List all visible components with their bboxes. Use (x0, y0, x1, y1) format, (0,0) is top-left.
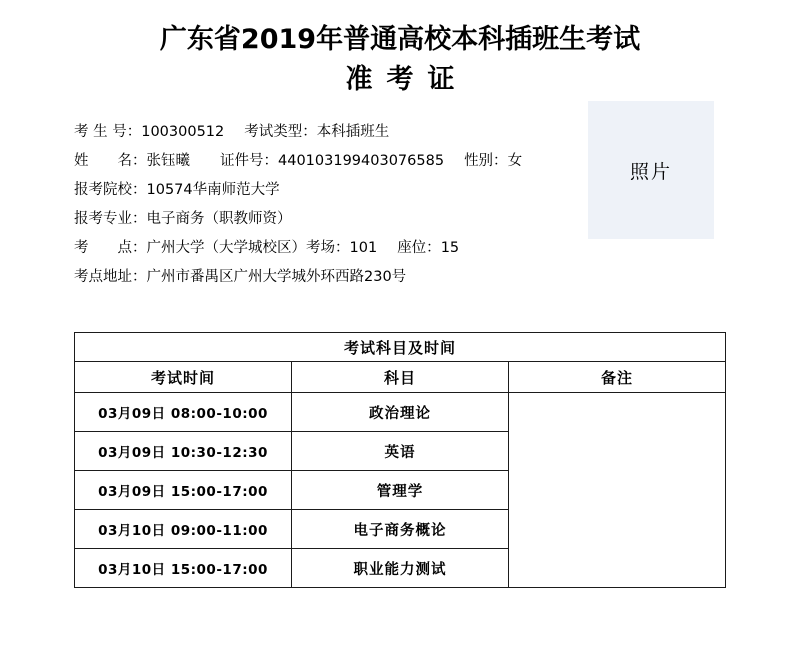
exam-schedule-table (74, 332, 726, 588)
cell-time: 03月10日 15:00-17:00 (75, 549, 292, 588)
address-value: 广州市番禺区广州大学城外环西路230号 (146, 269, 407, 285)
column-header-subject: 科目 (292, 362, 509, 393)
id-value: 440103199403076585 (278, 153, 445, 169)
id-label: 证件号： (220, 153, 278, 169)
info-row-address (74, 263, 594, 292)
document-title: 广东省2019年普通高校本科插班生考试 (159, 24, 641, 55)
gender-value: 女 (507, 153, 523, 169)
name-value: 张钰曦 (146, 153, 190, 169)
photo-placeholder-box (588, 101, 714, 239)
info-row-site (74, 234, 594, 263)
info-row-examinee-number (74, 118, 594, 147)
gender-label: 性别： (464, 153, 508, 169)
site-label: 考 点： (74, 240, 147, 256)
table-header-row (75, 362, 726, 393)
table-row (75, 393, 726, 432)
photo-placeholder-label: 照片 (629, 160, 672, 183)
cell-subject: 职业能力测试 (292, 549, 509, 588)
cell-subject: 电子商务概论 (292, 510, 509, 549)
exam-type-value: 本科插班生 (316, 124, 390, 140)
seat-label: 座位： (397, 240, 441, 256)
seat-value: 15 (440, 240, 460, 256)
college-value: 10574华南师范大学 (146, 182, 280, 198)
major-value: 电子商务（职教师资） (146, 211, 292, 227)
cell-subject: 英语 (292, 432, 509, 471)
candidate-info (74, 118, 594, 292)
info-row-name (74, 147, 594, 176)
room-value: 101 (349, 240, 378, 256)
examinee-number-label: 考 生 号： (74, 124, 142, 140)
room-label: 考场： (306, 240, 350, 256)
info-row-major (74, 205, 594, 234)
cell-time: 03月09日 10:30-12:30 (75, 432, 292, 471)
major-label: 报考专业： (74, 211, 147, 227)
info-row-college (74, 176, 594, 205)
address-label: 考点地址： (74, 269, 147, 285)
name-label: 姓 名： (74, 153, 147, 169)
cell-time: 03月09日 08:00-10:00 (75, 393, 292, 432)
column-header-time: 考试时间 (75, 362, 292, 393)
cell-time: 03月10日 09:00-11:00 (75, 510, 292, 549)
document-subtitle: 准考证 (345, 64, 469, 96)
column-header-remark: 备注 (509, 362, 726, 393)
college-label: 报考院校： (74, 182, 147, 198)
table-caption-row (75, 333, 726, 362)
cell-remark (509, 393, 726, 588)
table-caption: 考试科目及时间 (75, 333, 726, 362)
exam-type-label: 考试类型： (244, 124, 317, 140)
cell-subject: 管理学 (292, 471, 509, 510)
title-block (0, 0, 800, 99)
cell-time: 03月09日 15:00-17:00 (75, 471, 292, 510)
examinee-number-value: 100300512 (141, 124, 225, 140)
site-value: 广州大学（大学城校区） (146, 240, 306, 256)
cell-subject: 政治理论 (292, 393, 509, 432)
